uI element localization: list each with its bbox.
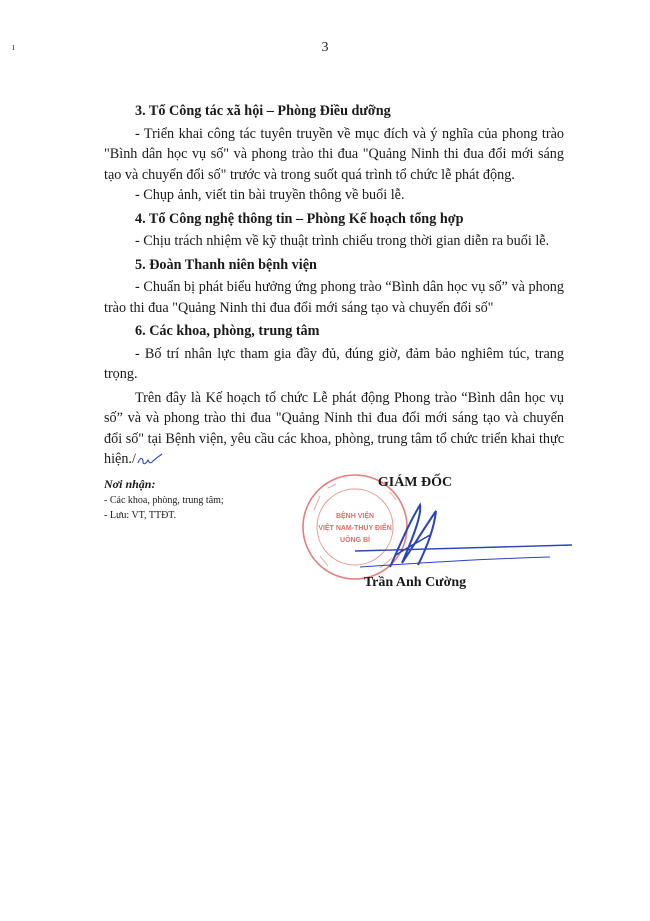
initial-mark-icon bbox=[136, 451, 164, 467]
signer-name: Trần Anh Cường bbox=[363, 575, 467, 590]
stamp-line: UÔNG BÍ bbox=[340, 537, 370, 544]
section-paragraph: - Chuẩn bị phát biểu hưởng ứng phong trào “Bình dân học vụ số” và phong trào thi đua "Quảng Ninh thi đua đổi mới sáng tạo và chuyển đổi số" bbox=[104, 279, 564, 316]
section-heading: 4. Tổ Công nghệ thông tin – Phòng Kế hoạch tổng hợp bbox=[135, 210, 464, 227]
closing-paragraph bbox=[104, 388, 564, 470]
section-heading: 6. Các khoa, phòng, trung tâm bbox=[135, 323, 320, 339]
recipient-item: - Lưu: VT, TTĐT. bbox=[104, 510, 177, 521]
section-heading: 3. Tổ Công tác xã hội – Phòng Điều dưỡng bbox=[135, 103, 391, 119]
page-edge-mark: ı bbox=[12, 42, 15, 53]
stamp-line: BỆNH VIỆN bbox=[335, 513, 375, 520]
page-number: 3 bbox=[321, 40, 329, 55]
section-paragraph: - Chụp ảnh, viết tin bài truyền thông về buổi lễ. bbox=[135, 187, 405, 203]
document-body bbox=[104, 98, 564, 470]
recipients-title: Nơi nhận: bbox=[104, 477, 156, 491]
recipients-block bbox=[104, 477, 224, 523]
recipient-item: - Các khoa, phòng, trung tâm; bbox=[104, 495, 224, 506]
section-heading: 5. Đoàn Thanh niên bệnh viện bbox=[135, 256, 317, 273]
stamp-line: VIỆT NAM-THỤY ĐIỂN bbox=[318, 525, 392, 532]
closing-text: Trên đây là Kế hoạch tổ chức Lễ phát động Phong trào “Bình dân học vụ số” và và phong trào thi đua "Quảng Ninh thi đua đổi mới sáng tạo và chuyển đổi số" tại Bệnh viện, yêu cầu các khoa, phòng, trung tâm tổ chức triển khai thực hiện./ bbox=[104, 389, 564, 467]
handwritten-signature bbox=[350, 485, 575, 585]
section-paragraph: - Triển khai công tác tuyên truyền về mục đích và ý nghĩa của phong trào "Bình dân học vụ số" và phong trào thi đua "Quảng Ninh thi đua đổi mới sáng tạo và chuyển đổi số" trước và trong suốt quá trình tổ chức lễ phát động. bbox=[104, 125, 564, 183]
section-paragraph: - Bố trí nhân lực tham gia đầy đủ, đúng giờ, đảm bảo nghiêm túc, trang trọng. bbox=[104, 345, 564, 382]
signer-title: GIÁM ĐỐC bbox=[377, 475, 453, 490]
section-paragraph: - Chịu trách nhiệm về kỹ thuật trình chiếu trong thời gian diễn ra buổi lễ. bbox=[135, 233, 550, 249]
